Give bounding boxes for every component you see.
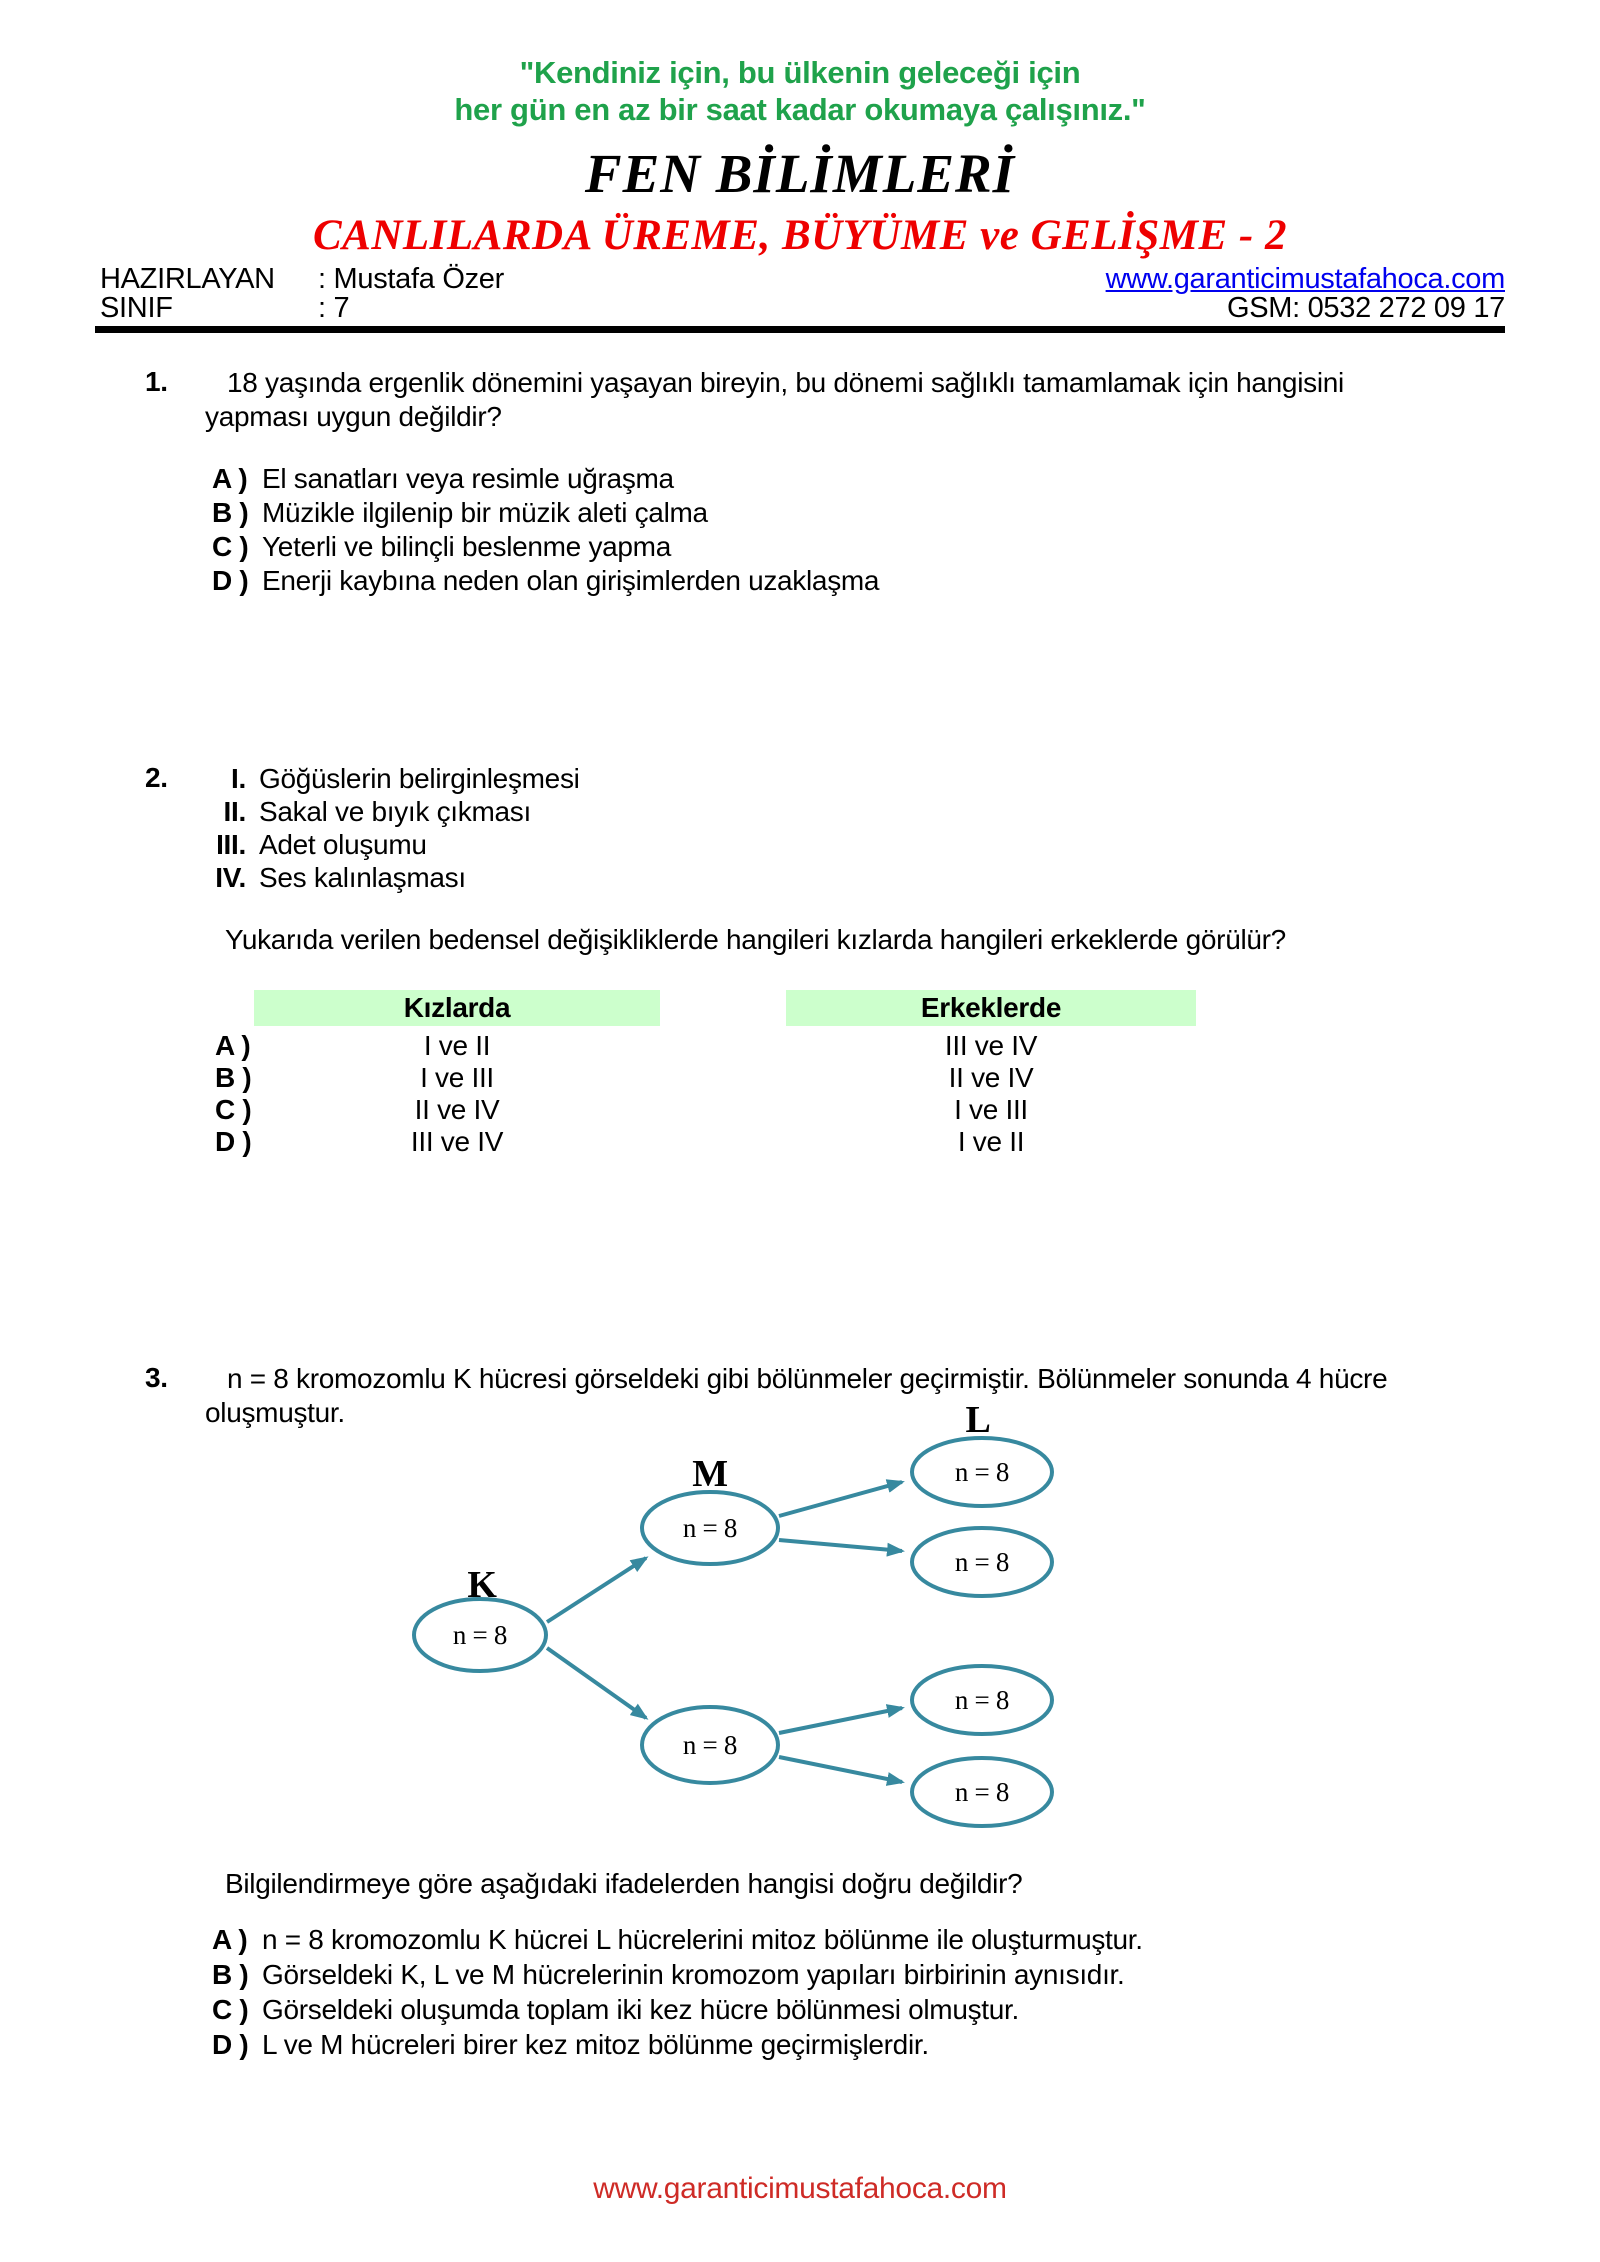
- row-letter: C ): [215, 1094, 252, 1125]
- option-letter: D ): [212, 565, 249, 596]
- q1-text: 18 yaşında ergenlik dönemini yaşayan bireyin, bu dönemi sağlıklı tamamlamak için hangisini yapması uygun değildir?: [205, 367, 1344, 432]
- q3-option-d: [212, 2027, 1143, 2062]
- header-quote: [0, 54, 1600, 128]
- node-label-l: L: [965, 1400, 991, 1441]
- class-line: [100, 292, 349, 325]
- option-text: n = 8 kromozomlu K hücrei L hücrelerini mitoz bölünme ile oluşturmuştur.: [262, 1924, 1143, 1955]
- arrow-k-to-m: [547, 1558, 646, 1622]
- q1-number: 1.: [145, 366, 168, 397]
- quote-line-1: "Kendiniz için, bu ülkenin geleceği için: [519, 55, 1081, 90]
- header-divider: [95, 326, 1505, 333]
- option-text: Görseldeki oluşumda toplam iki kez hücre bölünmesi olmuştur.: [262, 1994, 1020, 2025]
- q3-option-c: [212, 1992, 1143, 2027]
- row-letter: A ): [215, 1030, 251, 1061]
- cell-value-k: n = 8: [452, 1620, 508, 1650]
- cell-value-b1: n = 8: [954, 1685, 1010, 1715]
- prepared-by-value: : Mustafa Özer: [318, 263, 504, 295]
- node-label-m: M: [692, 1453, 728, 1495]
- q1-option-d: [212, 564, 879, 598]
- q3-number: 3.: [145, 1362, 168, 1393]
- q2-question: Yukarıda verilen bedensel değişikliklerde hangileri kızlarda hangileri erkeklerde görülür?: [225, 924, 1286, 955]
- cell-erkeklerde: I ve II: [957, 1126, 1025, 1157]
- q1-options: [212, 462, 879, 598]
- page-subtitle: CANLILARDA ÜREME, BÜYÜME ve GELİŞME - 2: [312, 212, 1287, 259]
- q2-number: 2.: [145, 762, 168, 793]
- option-letter: A ): [212, 1924, 248, 1955]
- option-text: L ve M hücreleri birer kez mitoz bölünme geçirmişlerdir.: [262, 2029, 929, 2060]
- cell-value-l2: n = 8: [954, 1547, 1010, 1577]
- info-row-class: [100, 292, 1505, 325]
- arrow-m-to-l1: [779, 1482, 902, 1516]
- cell-value-l1: n = 8: [954, 1457, 1010, 1487]
- cell-kizlarda: I ve III: [420, 1062, 494, 1093]
- q2-item-1: [150, 762, 580, 795]
- item-numeral: III.: [216, 829, 246, 860]
- table-row-d: [0, 1126, 1600, 1158]
- cell-kizlarda: II ve IV: [414, 1094, 500, 1125]
- q2-item-3: [150, 828, 580, 861]
- option-text: Müzikle ilgilenip bir müzik aleti çalma: [262, 497, 708, 528]
- arrow-k-to-lower: [547, 1648, 646, 1718]
- cell-division-diagram: [350, 1400, 1150, 1860]
- option-letter: A ): [212, 463, 248, 494]
- q3-option-a: [212, 1922, 1143, 1957]
- item-text: Ses kalınlaşması: [259, 862, 466, 893]
- class-value: : 7: [318, 292, 350, 324]
- q1-option-a: [212, 462, 879, 496]
- option-text: Yeterli ve bilinçli beslenme yapma: [262, 531, 671, 562]
- q3-question: Bilgilendirmeye göre aşağıdaki ifadelerden hangisi doğru değildir?: [225, 1868, 1023, 1899]
- q1-option-b: [212, 496, 879, 530]
- cell-erkeklerde: I ve III: [954, 1094, 1028, 1125]
- item-text: Sakal ve bıyık çıkması: [259, 796, 531, 827]
- class-label: SINIF: [100, 292, 173, 324]
- table-row-a: [0, 1030, 1600, 1062]
- option-text: Enerji kaybına neden olan girişimlerden uzaklaşma: [262, 565, 880, 596]
- cell-kizlarda: I ve II: [423, 1030, 491, 1061]
- q3-option-b: [212, 1957, 1143, 1992]
- q2-items: [150, 762, 580, 894]
- table-header-erkeklerde: Erkeklerde: [786, 990, 1196, 1026]
- option-letter: B ): [212, 497, 249, 528]
- item-text: Adet oluşumu: [259, 829, 427, 860]
- option-letter: B ): [212, 1959, 249, 1990]
- cell-value-b2: n = 8: [954, 1777, 1010, 1807]
- table-row-b: [0, 1062, 1600, 1094]
- prepared-by-label: HAZIRLAYAN: [100, 263, 275, 295]
- item-text: Göğüslerin belirginleşmesi: [259, 763, 580, 794]
- q2-item-4: [150, 861, 580, 894]
- arrow-m-to-l2: [779, 1540, 902, 1551]
- option-letter: C ): [212, 1994, 249, 2025]
- q2-item-2: [150, 795, 580, 828]
- q3-options: [212, 1922, 1143, 2062]
- row-letter: B ): [215, 1062, 252, 1093]
- option-letter: C ): [212, 531, 249, 562]
- item-numeral: II.: [223, 796, 246, 827]
- cell-kizlarda: III ve IV: [410, 1126, 504, 1157]
- website-link[interactable]: www.garanticimustafahoca.com: [1105, 263, 1505, 295]
- page-title: FEN BİLİMLERİ: [584, 143, 1016, 204]
- q3-text: n = 8 kromozomlu K hücresi görseldeki gibi bölünmeler geçirmiştir. Bölünmeler sonunda 4 hücre oluşmuştur.: [205, 1363, 1388, 1428]
- footer-link[interactable]: www.garanticimustafahoca.com: [593, 2172, 1007, 2205]
- row-letter: D ): [215, 1126, 252, 1157]
- option-text: El sanatları veya resimle uğraşma: [262, 463, 674, 494]
- table-row-c: [0, 1094, 1600, 1126]
- gsm-value: GSM: 0532 272 09 17: [1226, 292, 1505, 324]
- item-numeral: IV.: [215, 862, 246, 893]
- option-text: Görseldeki K, L ve M hücrelerinin kromozom yapıları birbirinin aynısıdır.: [262, 1959, 1125, 1990]
- option-letter: D ): [212, 2029, 249, 2060]
- q2-table-rows: [0, 1030, 1600, 1160]
- arrow-lower-to-b1: [779, 1708, 902, 1733]
- cell-value-m: n = 8: [682, 1513, 738, 1543]
- item-numeral: I.: [231, 763, 246, 794]
- cell-value-lower: n = 8: [682, 1730, 738, 1760]
- arrow-lower-to-b2: [779, 1757, 902, 1782]
- quote-line-2: her gün en az bir saat kadar okumaya çalışınız.": [454, 92, 1146, 127]
- q1-option-c: [212, 530, 879, 564]
- cell-erkeklerde: III ve IV: [944, 1030, 1038, 1061]
- table-header-kizlarda: Kızlarda: [254, 990, 660, 1026]
- node-label-k: K: [467, 1564, 497, 1606]
- cell-erkeklerde: II ve IV: [948, 1062, 1034, 1093]
